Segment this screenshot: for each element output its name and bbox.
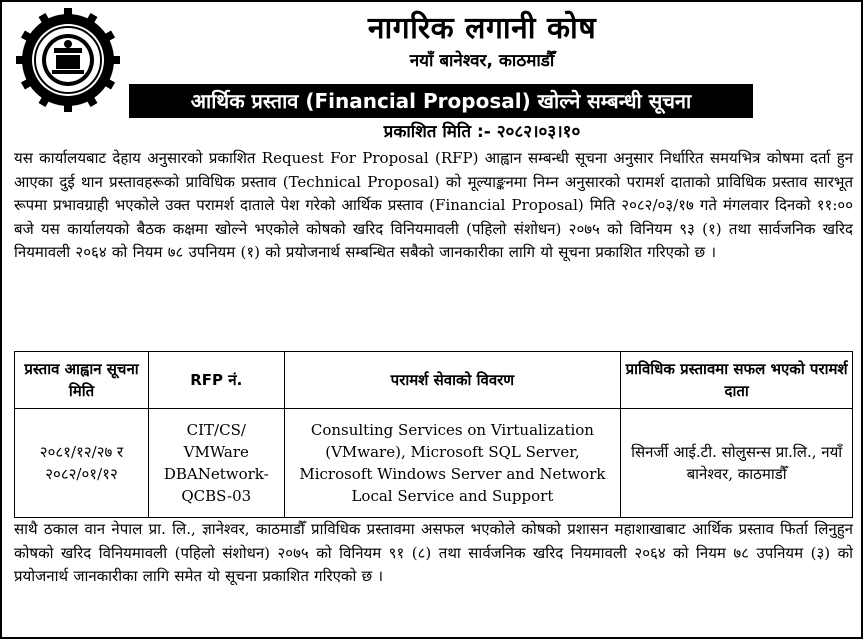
cell-consultant: सिनर्जी आई.टी. सोलुसन्स प्रा.लि., नयाँ बानेश्वर, काठमाडौँ bbox=[621, 409, 853, 518]
header-consultant: प्राविधिक प्रस्तावमा सफल भएको परामर्श दाता bbox=[621, 352, 853, 409]
closing-paragraph: साथै ठकाल वान नेपाल प्रा. लि., ज्ञानेश्वर, काठमाडौँ प्राविधिक प्रस्तावमा असफल भएकोले कोषको प्रशासन महाशाखाबाट आर्थिक प्रस्ताव फिर्ता लिनुहुन कोषको खरिद विनियमावली (पहिलो संशोधन) २०७५ को विनियम ९१ (८) तथा सार्वजनिक खरिद नियमावली २०६४ को नियम ७८ उपनियम (३) को प्रयोजनार्थ जानकारीका लागि समेत यो सूचना प्रकाशित गरिएको छ । bbox=[14, 520, 853, 586]
cit-emblem-icon bbox=[16, 8, 120, 112]
header-service-desc: परामर्श सेवाको विवरण bbox=[284, 352, 621, 409]
org-address: नयाँ बानेश्वर, काठमाडौँ bbox=[409, 51, 555, 71]
rfp-table bbox=[14, 351, 853, 518]
cell-service-desc: Consulting Services on Virtualization (VMware), Microsoft SQL Server, Microsoft Windows Server and Network Local Service and Support bbox=[284, 409, 621, 518]
published-date: प्रकाशित मिति :- २०८२।०३।१० bbox=[383, 122, 581, 142]
table-header-row bbox=[15, 352, 853, 409]
intro-paragraph: यस कार्यालयबाट देहाय अनुसारको प्रकाशित Request For Proposal (RFP) आह्वान सम्बन्धी सूचना अनुसार निर्धारित समयभित्र कोषमा दर्ता हुन आएका दुई थान प्रस्तावहरूको प्राविधिक प्रस्ताव (Technical Proposal) को मूल्याङ्कनमा निम्न अनुसारको परामर्श दाताको प्राविधिक प्रस्ताव सारभूत रूपमा प्रभावग्राही भएकोले उक्त परामर्श दाताले पेश गरेको आर्थिक प्रस्ताव (Financial Proposal) मिति २०८२/०३/१७ गते मंगलवार दिनको ११:०० बजे यस कार्यालयको बैठक कक्षमा खोल्ने भएकोले कोषको खरिद विनियमावली (पहिलो संशोधन) २०७५ को विनियम ९३ (१) तथा सार्वजनिक खरिद नियमावली २०६४ को नियम ७८ उपनियम (१) को प्रयोजनार्थ सम्बन्धित सबैको जानकारीका लागि यो सूचना प्रकाशित गरिएको छ । bbox=[14, 149, 853, 262]
table-row bbox=[15, 409, 853, 518]
header-notice-date: प्रस्ताव आह्वान सूचना मिति bbox=[15, 352, 149, 409]
cell-notice-date: २०८१/१२/२७ र २०८२/०१/१२ bbox=[15, 409, 149, 518]
cell-rfp-no: CIT/CS/ VMWare DBANetwork-QCBS-03 bbox=[148, 409, 284, 518]
header-rfp-no: RFP नं. bbox=[148, 352, 284, 409]
notice-title: आर्थिक प्रस्ताव (Financial Proposal) खोल्ने सम्बन्धी सूचना bbox=[129, 84, 753, 118]
org-name: नागरिक लगानी कोष bbox=[367, 11, 597, 46]
